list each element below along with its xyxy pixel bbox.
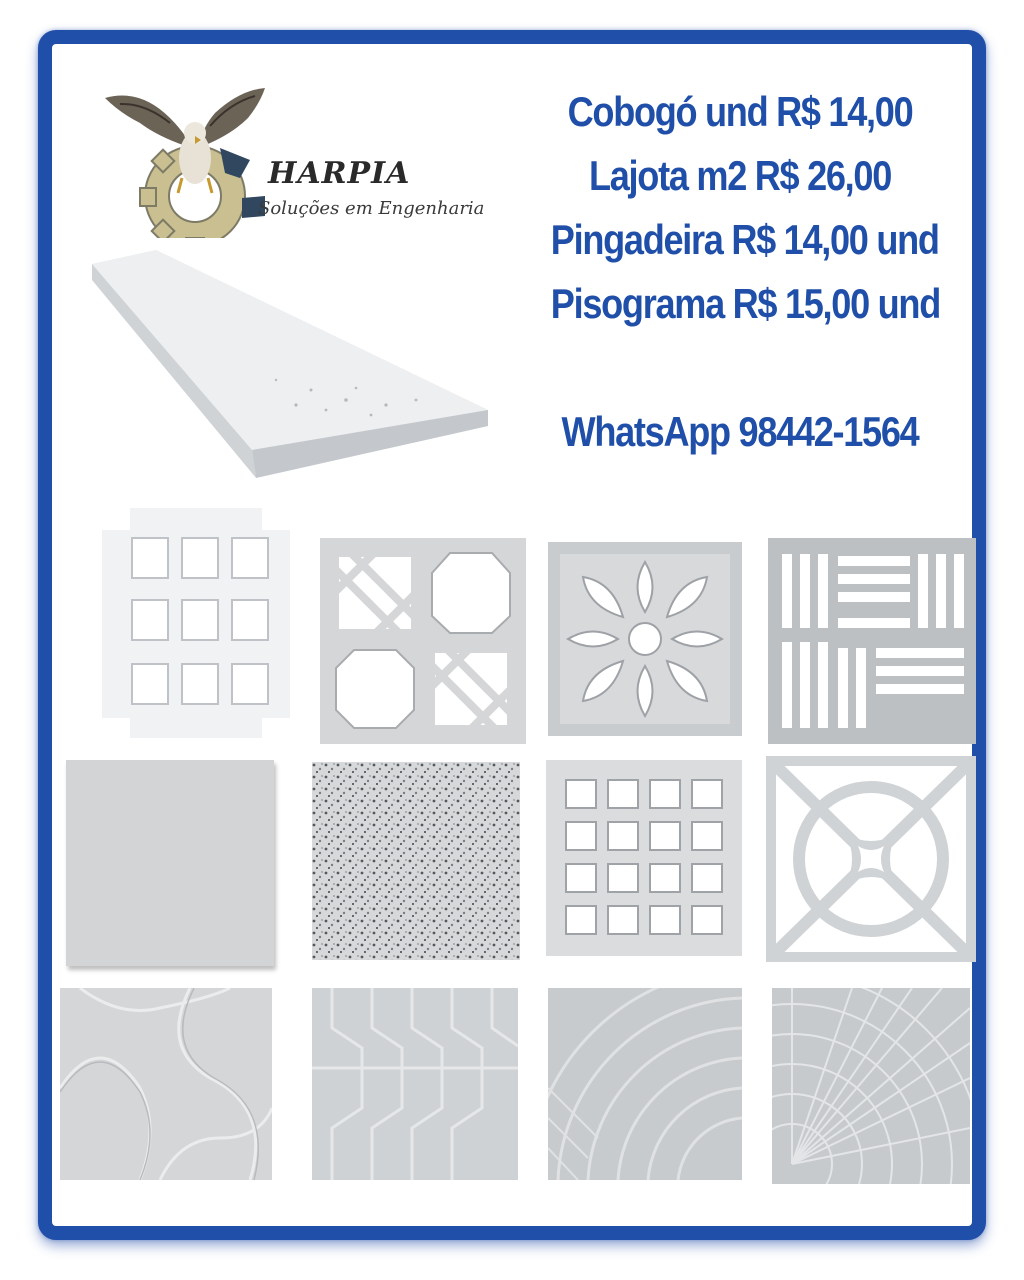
- pingadeira-image: [86, 250, 498, 482]
- price-cobogo: Cobogó und R$ 14,00: [567, 88, 913, 135]
- cobogo-stripes-image: [768, 538, 976, 744]
- cobogo-flower-image: [548, 542, 742, 736]
- cobogo-grid-image: [102, 508, 290, 738]
- price-pisograma: Pisograma R$ 15,00 und: [550, 280, 940, 327]
- lajota-plain-image: [66, 760, 274, 966]
- whatsapp-contact: WhatsApp 98442-1564: [561, 408, 919, 455]
- brand-name: HARPIA: [268, 156, 411, 191]
- cobogo-octagon-image: [320, 538, 526, 744]
- cobogo-circle-image: [766, 756, 976, 962]
- lajota-zigzag-image: [312, 988, 518, 1180]
- price-lajota: Lajota m2 R$ 26,00: [588, 152, 892, 199]
- cobogo-square-grid-image: [546, 760, 742, 956]
- price-pingadeira: Pingadeira R$ 14,00 und: [550, 216, 939, 263]
- eagle-gear-icon: [100, 78, 270, 238]
- lajota-wave-image: [60, 988, 272, 1180]
- lajota-arcs-image: [548, 988, 742, 1180]
- lajota-granite-image: [312, 762, 520, 960]
- brand-tagline: Soluções em Engenharia: [258, 198, 485, 219]
- lajota-cobble-image: [772, 988, 970, 1184]
